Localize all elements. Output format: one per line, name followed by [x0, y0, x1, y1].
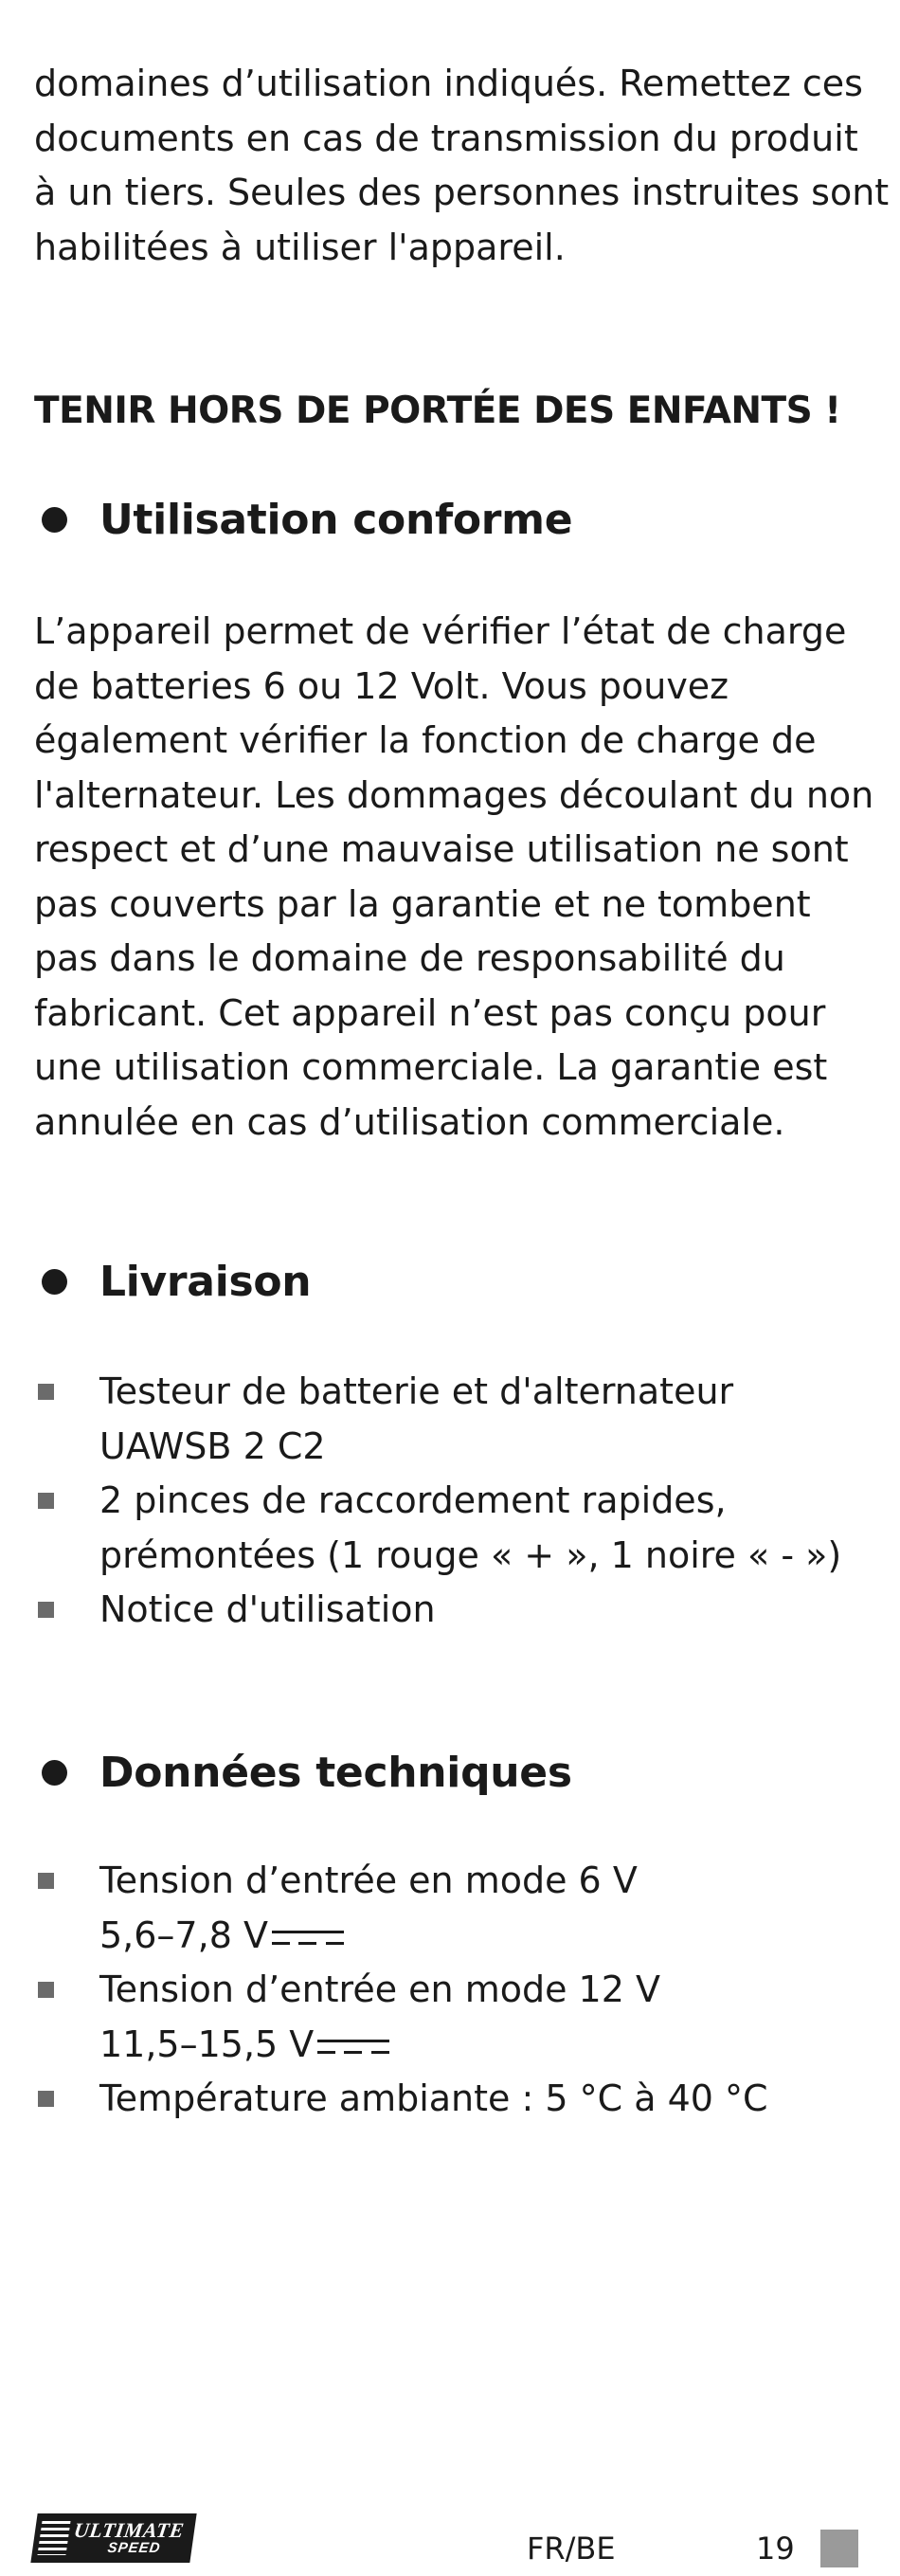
square-bullet-icon — [38, 2091, 54, 2107]
section-heading-donnees-techniques — [34, 1744, 572, 1801]
text-line: de batteries 6 ou 12 Volt. Vous pouvez — [34, 664, 729, 707]
page-number: 19 — [756, 2531, 795, 2567]
text-line: pas dans le domaine de responsabilité du — [34, 937, 785, 979]
square-bullet-icon — [38, 1873, 54, 1889]
voltage-range: 5,6–7,8 V — [99, 1914, 268, 1956]
text-line: également vérifier la fonction de charge de — [34, 719, 817, 761]
text-line: Tension d’entrée en mode 12 V — [99, 1968, 660, 2010]
text-line: une utilisation commerciale. La garantie est — [34, 1046, 828, 1088]
square-bullet-icon — [38, 1493, 54, 1509]
list-item — [34, 1474, 868, 1583]
list-item — [34, 2072, 868, 2127]
logo-line-1: ULTIMATE — [72, 2518, 186, 2542]
text-line: domaines d’utilisation indiqués. Remettez ces — [34, 63, 863, 104]
page-marker-square-icon — [820, 2530, 858, 2567]
text-line: pas couverts par la garantie et ne tombent — [34, 882, 811, 925]
text-line: 2 pinces de raccordement rapides, — [99, 1479, 727, 1521]
text-line — [99, 2018, 868, 2073]
ultimate-speed-logo — [30, 2513, 196, 2563]
section-heading-livraison — [34, 1253, 311, 1310]
text-line: Notice d'utilisation — [99, 1588, 436, 1630]
voltage-range: 11,5–15,5 V — [99, 2023, 315, 2065]
filled-circle-icon — [42, 1269, 67, 1295]
section-heading-label: Données techniques — [99, 1748, 572, 1797]
list-item — [34, 1854, 868, 1963]
filled-circle-icon — [42, 507, 67, 533]
text-line: documents en cas de transmission du produit — [34, 117, 858, 159]
text-line: habilitées à utiliser l'appareil. — [34, 226, 566, 268]
square-bullet-icon — [38, 1602, 54, 1618]
text-line — [99, 1909, 868, 1964]
intended-use-paragraph — [34, 605, 874, 1150]
direct-current-symbol-icon — [317, 2040, 389, 2059]
intro-paragraph — [34, 57, 890, 275]
text-line: Tension d’entrée en mode 6 V — [99, 1859, 638, 1901]
logo-line-2: SPEED — [106, 2540, 162, 2556]
list-item — [34, 1963, 868, 2072]
direct-current-symbol-icon — [272, 1931, 344, 1950]
list-item — [34, 1583, 868, 1638]
delivery-list — [34, 1365, 868, 1638]
text-line: respect et d’une mauvaise utilisation ne sont — [34, 828, 849, 870]
child-safety-warning: TENIR HORS DE PORTÉE DES ENFANTS ! — [34, 390, 841, 432]
text-line: à un tiers. Seules des personnes instruites sont — [34, 172, 890, 213]
text-line: L’appareil permet de vérifier l’état de charge — [34, 610, 847, 652]
text-line: Température ambiante : 5 °C à 40 °C — [99, 2077, 768, 2119]
square-bullet-icon — [38, 1384, 54, 1400]
section-heading-label: Livraison — [99, 1257, 312, 1306]
text-line: l'alternateur. Les dommages découlant du non — [34, 773, 874, 816]
logo-stripes-icon — [37, 2521, 70, 2555]
text-line: prémontées (1 rouge « + », 1 noire « - ») — [99, 1533, 842, 1576]
list-item — [34, 1365, 868, 1474]
text-line: Testeur de batterie et d'alternateur — [99, 1370, 734, 1412]
square-bullet-icon — [38, 1982, 54, 1998]
text-line: UAWSB 2 C2 — [99, 1424, 326, 1467]
section-heading-label: Utilisation conforme — [99, 495, 573, 544]
text-line: fabricant. Cet appareil n’est pas conçu pour — [34, 991, 826, 1034]
technical-data-list — [34, 1854, 868, 2127]
filled-circle-icon — [42, 1760, 67, 1786]
text-line: annulée en cas d’utilisation commerciale. — [34, 1100, 785, 1143]
language-code: FR/BE — [527, 2531, 616, 2567]
section-heading-utilisation — [34, 491, 572, 548]
